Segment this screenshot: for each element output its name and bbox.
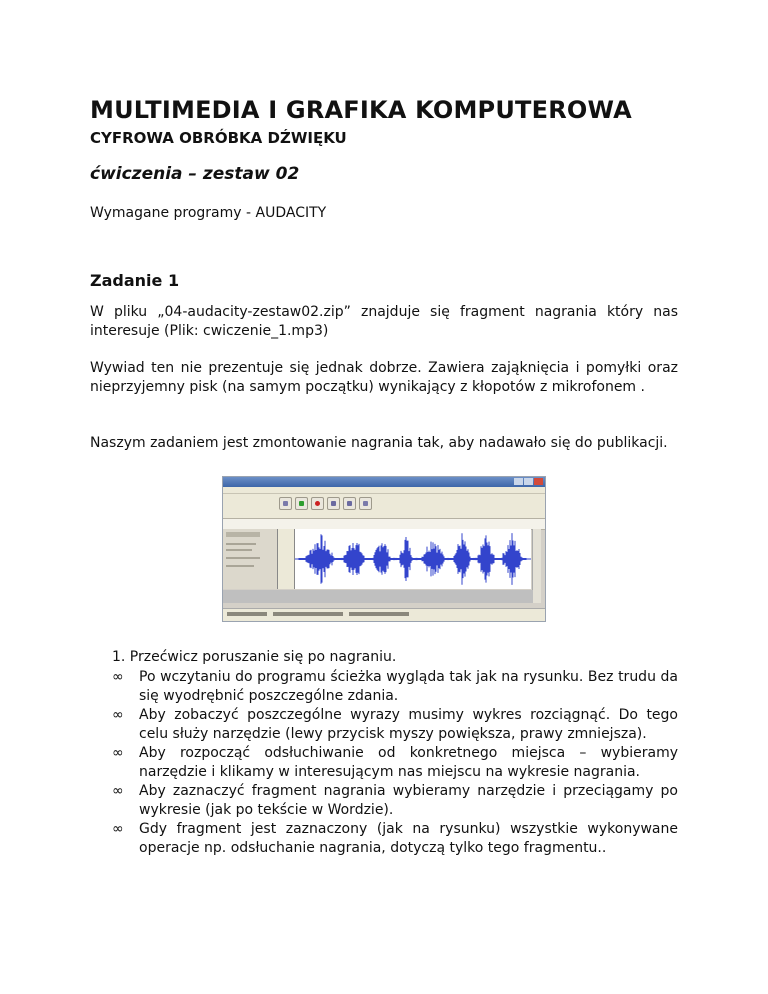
status-bar [223, 608, 545, 621]
infinity-bullet-icon: ∞ [112, 745, 124, 761]
list-item-text: Aby rozpocząć odsłuchiwanie od konkretnego miejsca – wybieramy narzędzie i klikamy w interesującym nas miejscu na wykresie nagrania. [139, 745, 678, 780]
stop-icon [343, 497, 356, 510]
infinity-bullet-icon: ∞ [112, 707, 124, 723]
requirements-text: Wymagane programy - AUDACITY [90, 205, 327, 221]
paragraph-2: Wywiad ten nie prezentuje się jednak dobrze. Zawiera zająknięcia i pomyłki oraz nieprzyjemny pisk (na samym początku) wynikający z kłopotów z mikrofonem . [90, 360, 678, 395]
list-item [112, 782, 678, 820]
minimize-icon [514, 478, 523, 485]
menu-bar [223, 487, 545, 494]
document-subtitle: CYFROWA OBRÓBKA DŹWIĘKU [90, 129, 347, 147]
track-control-panel [223, 529, 278, 589]
empty-track-area [223, 590, 533, 603]
paragraph-3: Naszym zadaniem jest zmontowanie nagrania tak, aby nadawało się do publikacji. [90, 435, 668, 451]
rewind-icon [279, 497, 292, 510]
infinity-bullet-icon: ∞ [112, 821, 124, 837]
document-title: MULTIMEDIA I GRAFIKA KOMPUTEROWA [90, 96, 632, 124]
list-item [112, 668, 678, 706]
pause-icon [327, 497, 340, 510]
toolbar [223, 494, 545, 518]
record-icon [311, 497, 324, 510]
track-info-line [226, 543, 256, 545]
list-item-text: Aby zobaczyć poszczególne wyrazy musimy wykres rozciągnąć. Do tego celu służy narzędzie (lewy przycisk myszy powiększa, prawy zmniejsza). [139, 707, 678, 742]
list-item-text: Aby zaznaczyć fragment nagrania wybieramy narzędzie i przeciągamy po wykresie (jak po tekście w Wordzie). [139, 783, 678, 818]
play-icon [295, 497, 308, 510]
audacity-screenshot [222, 476, 546, 622]
track-name [226, 532, 260, 537]
track-info-line [226, 549, 252, 551]
waveform-svg [295, 529, 531, 589]
section-heading: Zadanie 1 [90, 271, 180, 290]
track-info-line [226, 557, 260, 559]
list-item-text: Gdy fragment jest zaznaczony (jak na rysunku) wszystkie wykonywane operacje np. odsłuchanie nagrania, dotyczą tylko tego fragmentu.. [139, 821, 678, 856]
list-item-text: Po wczytaniu do programu ścieżka wygląda tak jak na rysunku. Bez trudu da się wyodrębnić poszczególne zdania. [139, 669, 678, 704]
close-icon [534, 478, 543, 485]
forward-icon [359, 497, 372, 510]
list-item [112, 820, 678, 858]
track-info-line [226, 565, 254, 567]
instruction-list [112, 668, 678, 858]
list-item [112, 706, 678, 744]
window-controls [514, 478, 543, 485]
infinity-bullet-icon: ∞ [112, 783, 124, 799]
vertical-scrollbar [532, 529, 541, 603]
list-item [112, 744, 678, 782]
waveform [295, 529, 531, 589]
paragraph-1: W pliku „04-audacity-zestaw02.zip” znajduje się fragment nagrania który nas interesuje (Plik: cwiczenie_1.mp3) [90, 304, 678, 339]
maximize-icon [524, 478, 533, 485]
list-heading: 1. Przećwicz poruszanie się po nagraniu. [112, 649, 397, 665]
infinity-bullet-icon: ∞ [112, 669, 124, 685]
window-titlebar [223, 477, 545, 487]
amplitude-scale [278, 529, 295, 589]
exercise-set-title: ćwiczenia – zestaw 02 [90, 164, 300, 184]
